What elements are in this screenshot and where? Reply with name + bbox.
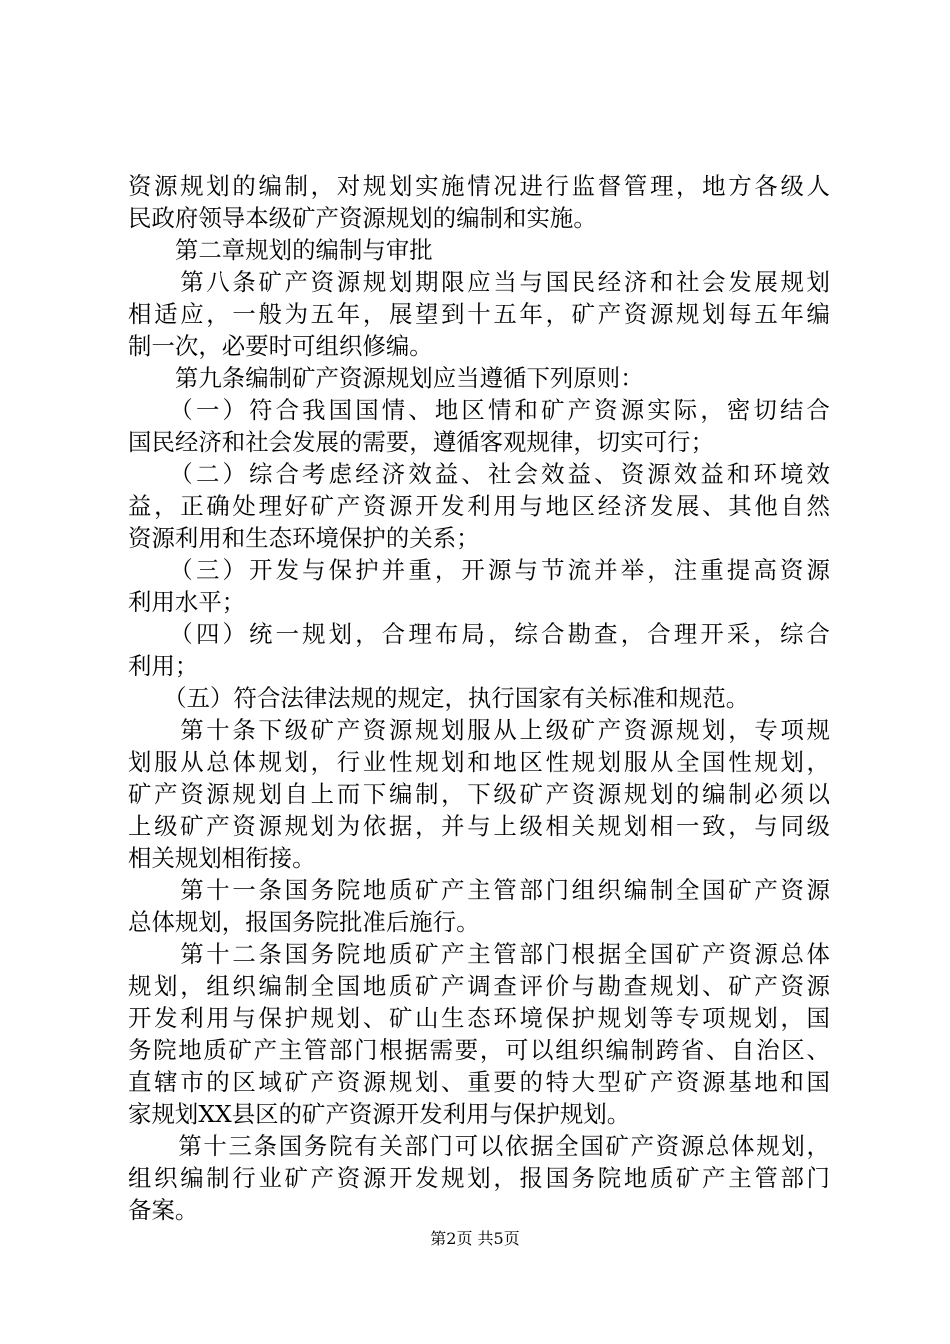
text-line: 制一次，必要时可组织修编。 <box>128 332 433 360</box>
text-line: 组织编制行业矿产资源开发规划，报国务院地质矿产主管部门 <box>128 1164 830 1192</box>
text-line: （五）符合法律法规的规定，执行国家有关标准和规范。 <box>128 684 750 712</box>
text-line: 第九条编制矿产资源规划应当遵循下列原则： <box>128 364 644 392</box>
text-line: 利用； <box>128 652 199 680</box>
text-line: 第八条矿产资源规划期限应当与国民经济和社会发展规划 <box>128 268 830 296</box>
text-line: 资源规划的编制，对规划实施情况进行监督管理，地方各级人 <box>128 172 830 200</box>
text-line: 划服从总体规划，行业性规划和地区性规划服从全国性规划， <box>128 748 830 776</box>
text-line: （二）综合考虑经济效益、社会效益、资源效益和环境效 <box>128 460 830 488</box>
text-line: 相适应，一般为五年，展望到十五年，矿产资源规划每五年编 <box>128 300 830 328</box>
text-line: 直辖市的区域矿产资源规划、重要的特大型矿产资源基地和国 <box>128 1068 830 1096</box>
text-line: 第十条下级矿产资源规划服从上级矿产资源规划，专项规 <box>128 716 830 744</box>
text-line: （四）统一规划，合理布局，综合勘查，合理开采，综合 <box>128 620 830 648</box>
text-line: 家规划XX县区的矿产资源开发利用与保护规划。 <box>128 1100 631 1128</box>
text-line: 矿产资源规划自上而下编制，下级矿产资源规划的编制必须以 <box>128 780 830 808</box>
text-line: 民政府领导本级矿产资源规划的编制和实施。 <box>128 204 597 232</box>
text-line: 上级矿产资源规划为依据，并与上级相关规划相一致，与同级 <box>128 812 830 840</box>
text-line: 第十三条国务院有关部门可以依据全国矿产资源总体规划， <box>128 1132 830 1160</box>
text-line: 第十一条国务院地质矿产主管部门组织编制全国矿产资源 <box>128 876 830 904</box>
text-line: 第十二条国务院地质矿产主管部门根据全国矿产资源总体 <box>128 940 830 968</box>
text-line: 务院地质矿产主管部门根据需要，可以组织编制跨省、自治区、 <box>128 1036 830 1064</box>
text-line: 备案。 <box>128 1196 199 1224</box>
text-line: 利用水平； <box>128 588 246 616</box>
text-line: （三）开发与保护并重，开源与节流并举，注重提高资源 <box>128 556 830 584</box>
document-body <box>128 170 830 1226</box>
text-line: 总体规划，报国务院批准后施行。 <box>128 908 480 936</box>
text-line: 益，正确处理好矿产资源开发利用与地区经济发展、其他自然 <box>128 492 830 520</box>
page-number-footer: 第2页 共5页 <box>430 1229 520 1248</box>
text-line: 开发利用与保护规划、矿山生态环境保护规划等专项规划，国 <box>128 1004 830 1032</box>
text-line: 规划，组织编制全国地质矿产调查评价与勘查规划、矿产资源 <box>128 972 830 1000</box>
text-line: 国民经济和社会发展的需要，遵循客观规律，切实可行； <box>128 428 715 456</box>
text-line: （一）符合我国国情、地区情和矿产资源实际，密切结合 <box>128 396 830 424</box>
chapter-heading: 第二章规划的编制与审批 <box>128 236 433 264</box>
text-line: 资源利用和生态环境保护的关系； <box>128 524 480 552</box>
text-line: 相关规划相衔接。 <box>128 844 316 872</box>
